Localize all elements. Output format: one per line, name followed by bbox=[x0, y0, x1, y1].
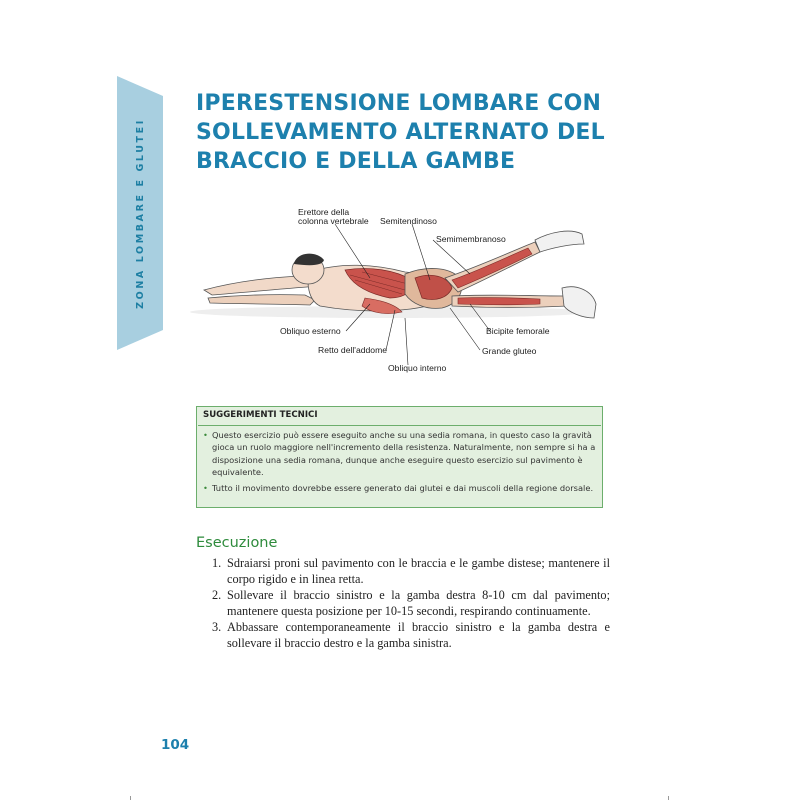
label-semimembranoso: Semimembranoso bbox=[436, 234, 506, 244]
crop-mark bbox=[130, 796, 131, 800]
label-obliquo-esterno: Obliquo esterno bbox=[280, 326, 341, 336]
tips-box bbox=[196, 406, 603, 508]
label-semitendinoso: Semitendinoso bbox=[380, 216, 437, 226]
step-item bbox=[196, 587, 610, 619]
side-tab-label: ZONA LOMBARE E GLUTEI bbox=[134, 117, 146, 309]
tip-item: • Questo esercizio può essere eseguito anche su una sedia romana, in questo caso la gravità gioca un ruolo maggiore nell'incremento della resistenza. Naturalmente, non sempre si ha a disposizione una sedia romana, dunque anche eseguire questo esercizio sul pavimento è equivalente. bbox=[203, 429, 596, 479]
exercise-illustration bbox=[190, 200, 610, 380]
label-obliquo-interno: Obliquo interno bbox=[388, 363, 447, 373]
tip-item: • Tutto il movimento dovrebbe essere generato dai glutei e dai muscoli della regione dorsale. bbox=[203, 482, 596, 494]
execution-heading: Esecuzione bbox=[196, 535, 278, 551]
label-erettore-1: Erettore della bbox=[298, 207, 350, 217]
crop-mark bbox=[668, 796, 669, 800]
tips-title: SUGGERIMENTI TECNICI bbox=[203, 410, 318, 420]
step-text: Abbassare contemporaneamente il braccio sinistro e la gamba destra e sollevare il braccio destro e la gamba sinistra. bbox=[227, 620, 610, 650]
tips-list bbox=[203, 429, 596, 497]
page-number: 104 bbox=[161, 737, 190, 753]
label-bicipite-femorale: Bicipite femorale bbox=[486, 326, 550, 336]
anatomy-drawing bbox=[190, 200, 610, 380]
step-text: Sdraiarsi proni sul pavimento con le braccia e le gambe distese; mantenere il corpo rigido e in linea retta. bbox=[227, 556, 610, 586]
step-item bbox=[196, 555, 610, 587]
page-title bbox=[196, 89, 616, 176]
label-erettore-2: colonna vertebrale bbox=[298, 216, 369, 226]
step-number: 3. bbox=[212, 620, 222, 634]
title-line-3: BRACCIO E DELLA GAMBE bbox=[196, 149, 516, 174]
step-text: Sollevare il braccio sinistro e la gamba destra 8-10 cm dal pavimento; mantenere questa posizione per 10-15 secondi, respirando continuamente. bbox=[227, 588, 610, 618]
label-retto-addome: Retto dell'addome bbox=[318, 345, 388, 355]
side-tab-label-wrap bbox=[117, 76, 163, 350]
step-number: 1. bbox=[212, 556, 222, 570]
label-grande-gluteo: Grande gluteo bbox=[482, 346, 537, 356]
tips-divider bbox=[198, 425, 601, 426]
step-item bbox=[196, 619, 610, 651]
title-line-2: SOLLEVAMENTO ALTERNATO DEL bbox=[196, 120, 605, 145]
execution-steps bbox=[196, 555, 610, 651]
step-number: 2. bbox=[212, 588, 222, 602]
title-line-1: IPERESTENSIONE LOMBARE CON bbox=[196, 91, 602, 116]
